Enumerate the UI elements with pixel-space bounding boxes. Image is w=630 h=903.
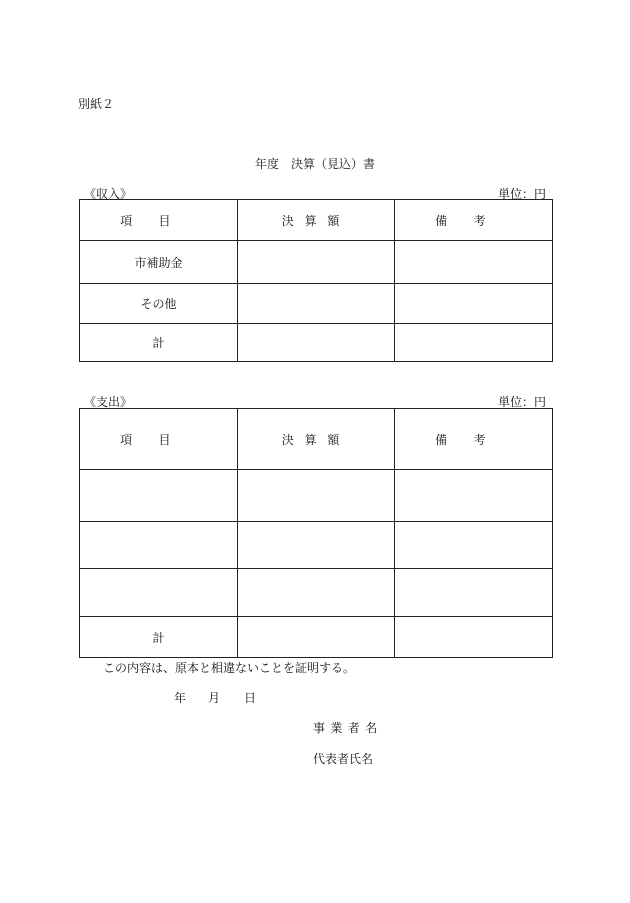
expense-amount-cell bbox=[238, 617, 395, 658]
expense-amount-cell bbox=[238, 522, 395, 569]
income-item-cell: その他 bbox=[80, 284, 238, 324]
representative-name-label: 代表者氏名 bbox=[313, 752, 374, 766]
expense-header-amount: 決算額 bbox=[238, 409, 395, 470]
table-row bbox=[80, 522, 553, 569]
table-row bbox=[80, 569, 553, 617]
expense-item-cell bbox=[80, 569, 238, 617]
table-row bbox=[80, 617, 553, 658]
income-amount-cell bbox=[238, 324, 395, 362]
table-row bbox=[80, 324, 553, 362]
income-note-cell bbox=[395, 324, 553, 362]
expense-unit-label: 単位：円 bbox=[497, 395, 546, 409]
income-header-row bbox=[80, 200, 553, 241]
expense-table bbox=[79, 408, 553, 658]
expense-amount-cell bbox=[238, 569, 395, 617]
income-unit-label: 単位：円 bbox=[497, 187, 546, 201]
date-day-label: 日 bbox=[244, 691, 257, 705]
date-year-label: 年 bbox=[174, 691, 187, 705]
date-month-label: 月 bbox=[208, 691, 221, 705]
table-row bbox=[80, 284, 553, 324]
attachment-label: 別紙２ bbox=[78, 97, 115, 111]
expense-note-cell bbox=[395, 522, 553, 569]
document-title: 年度 決算（見込）書 bbox=[254, 157, 375, 171]
income-amount-cell bbox=[238, 241, 395, 284]
expense-total-cell: 計 bbox=[80, 617, 238, 658]
income-total-cell: 計 bbox=[80, 324, 238, 362]
expense-item-cell bbox=[80, 522, 238, 569]
business-name-label: 事業者名 bbox=[313, 721, 383, 735]
expense-header-item: 項目 bbox=[80, 409, 238, 470]
income-header-item: 項目 bbox=[80, 200, 238, 241]
income-section-label: 《収入》 bbox=[84, 187, 133, 201]
expense-item-cell bbox=[80, 470, 238, 522]
expense-note-cell bbox=[395, 569, 553, 617]
table-row bbox=[80, 241, 553, 284]
expense-header-row bbox=[80, 409, 553, 470]
income-table bbox=[79, 199, 553, 362]
income-header-amount: 決算額 bbox=[238, 200, 395, 241]
income-amount-cell bbox=[238, 284, 395, 324]
certification-statement: この内容は、原本と相違ないことを証明する。 bbox=[103, 661, 356, 675]
expense-amount-cell bbox=[238, 470, 395, 522]
expense-header-note: 備考 bbox=[395, 409, 553, 470]
income-note-cell bbox=[395, 241, 553, 284]
income-item-cell: 市補助金 bbox=[80, 241, 238, 284]
income-header-note: 備考 bbox=[395, 200, 553, 241]
table-row bbox=[80, 470, 553, 522]
expense-note-cell bbox=[395, 470, 553, 522]
expense-section-label: 《支出》 bbox=[84, 395, 133, 409]
income-note-cell bbox=[395, 284, 553, 324]
expense-note-cell bbox=[395, 617, 553, 658]
